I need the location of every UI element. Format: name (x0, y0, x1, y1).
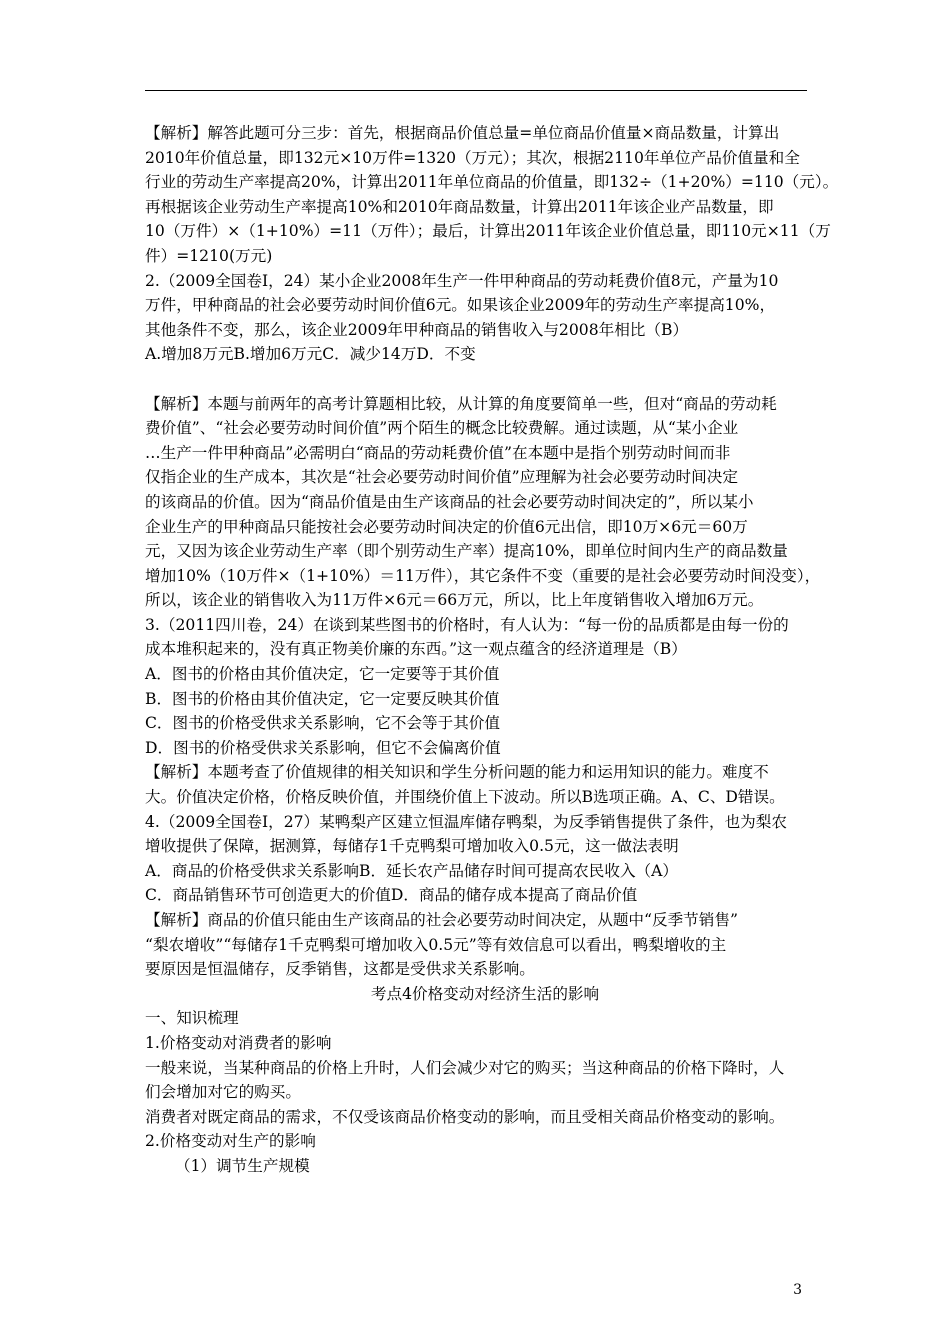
text-line: 【解析】本题与前两年的高考计算题相比较，从计算的角度要简单一些，但对“商品的劳动耗 (145, 394, 777, 413)
text-line: 件）=1210(万元) (145, 246, 273, 265)
text-line: “梨农增收”“每储存1千克鸭梨可增加收入0.5元”等有效信息可以看出，鸭梨增收的主 (145, 935, 727, 954)
blank-line (145, 367, 825, 392)
text-line: （1）调节生产规模 (175, 1156, 310, 1175)
text-line: 2.价格变动对生产的影响 (145, 1132, 316, 1151)
section-heading: 考点4价格变动对经济生活的影响 (370, 984, 600, 1003)
text-line: 【解析】本题考查了价值规律的相关知识和学生分析问题的能力和运用知识的能力。难度不 (145, 763, 769, 782)
text-line: 成本堆积起来的，没有真正物美价廉的东西。”这一观点蕴含的经济道理是（B） (145, 640, 687, 659)
text-line: 增加10%（10万件×（1+10%）＝11万件），其它条件不变（重要的是社会必要劳动时间没变）， (145, 566, 821, 585)
text-line: 大。价值决定价格，价格反映价值，并围绕价值上下波动。所以B选项正确。A、C、D错误。 (145, 788, 785, 807)
header-rule (145, 90, 807, 91)
text-line: C．图书的价格受供求关系影响，它不会等于其价值 (145, 714, 500, 733)
text-line: 们会增加对它的购买。 (145, 1083, 301, 1102)
text-line: 2.（2009全国卷Ⅰ，24）某小企业2008年生产一件甲种商品的劳动耗费价值8元，产量为10 (145, 271, 779, 290)
text-line: 企业生产的甲种商品只能按社会必要劳动时间决定的价值6元出信，即10万×6元＝60万 (145, 517, 748, 536)
text-line: 所以，该企业的销售收入为11万件×6元＝66万元，所以，比上年度销售收入增加6万元。 (145, 591, 764, 610)
text-line: 【解析】解答此题可分三步：首先，根据商品价值总量=单位商品价值量×商品数量，计算出 (145, 124, 780, 142)
text-line: 消费者对既定商品的需求，不仅受该商品价格变动的影响，而且受相关商品价格变动的影响。 (145, 1107, 785, 1126)
text-line: 增收提供了保障，据测算，每储存1千克鸭梨可增加收入0.5元，这一做法表明 (145, 837, 679, 856)
document-body (145, 121, 839, 1179)
text-line: 2010年价值总量，即132元×10万件=1320（万元）；其次，根据2110年单位产品价值量和全 (145, 148, 800, 167)
text-line: 4.（2009全国卷Ⅰ，27）某鸭梨产区建立恒温库储存鸭梨，为反季销售提供了条件，也为梨农 (145, 812, 787, 831)
text-line: 再根据该企业劳动生产率提高10%和2010年商品数量，计算出2011年该企业产品数量，即 (145, 197, 774, 216)
text-line: A.增加8万元B.增加6万元C．减少14万D．不变 (145, 345, 476, 364)
text-line: B．图书的价格由其价值决定，它一定要反映其价值 (145, 689, 500, 708)
page-number: 3 (793, 1282, 802, 1298)
text-line: 3.（2011四川卷，24）在谈到某些图书的价格时，有人认为：“每一份的品质都是由每一份的 (145, 615, 789, 634)
text-line: …生产一件甲种商品”必需明白“商品的劳动耗费价值”在本题中是指个别劳动时间而非 (145, 443, 731, 462)
text-line: 其他条件不变，那么，该企业2009年甲种商品的销售收入与2008年相比（B） (145, 320, 689, 339)
text-line: 一、知识梳理 (145, 1009, 239, 1028)
text-line: C．商品销售环节可创造更大的价值D．商品的储存成本提高了商品价值 (145, 886, 638, 905)
text-line: 的该商品的价值。因为“商品价值是由生产该商品的社会必要劳动时间决定的”，所以某小 (145, 492, 754, 511)
text-line: A．图书的价格由其价值决定，它一定要等于其价值 (145, 665, 500, 684)
text-line: A．商品的价格受供求关系影响B．延长农产品储存时间可提高农民收入（A） (145, 861, 678, 880)
text-line: 【解析】商品的价值只能由生产该商品的社会必要劳动时间决定，从题中“反季节销售” (145, 911, 738, 929)
text-line: D．图书的价格受供求关系影响，但它不会偏离价值 (145, 738, 501, 757)
text-line: 一般来说，当某种商品的价格上升时，人们会减少对它的购买；当这种商品的价格下降时，人 (145, 1058, 785, 1077)
text-line: 行业的劳动生产率提高20%，计算出2011年单位商品的价值量，即132÷（1+20%）=110（元）。 (145, 173, 839, 192)
text-line: 仅指企业的生产成本，其次是“社会必要劳动时间价值”应理解为社会必要劳动时间决定 (145, 468, 738, 487)
text-line: 费价值”、“社会必要劳动时间价值”两个陌生的概念比较费解。通过读题，从“某小企业 (145, 419, 739, 438)
text-line: 要原因是恒温储存，反季销售，这都是受供求关系影响。 (145, 960, 535, 979)
text-line: 10（万件）×（1+10%）=11（万件）；最后，计算出2011年该企业价值总量，即110元×11（万 (145, 222, 831, 241)
text-line: 1.价格变动对消费者的影响 (145, 1033, 332, 1052)
text-line: 元，又因为该企业劳动生产率（即个别劳动生产率）提高10%，即单位时间内生产的商品数量 (145, 542, 788, 561)
text-line: 万件，甲种商品的社会必要劳动时间价值6元。如果该企业2009年的劳动生产率提高10%， (145, 296, 776, 315)
